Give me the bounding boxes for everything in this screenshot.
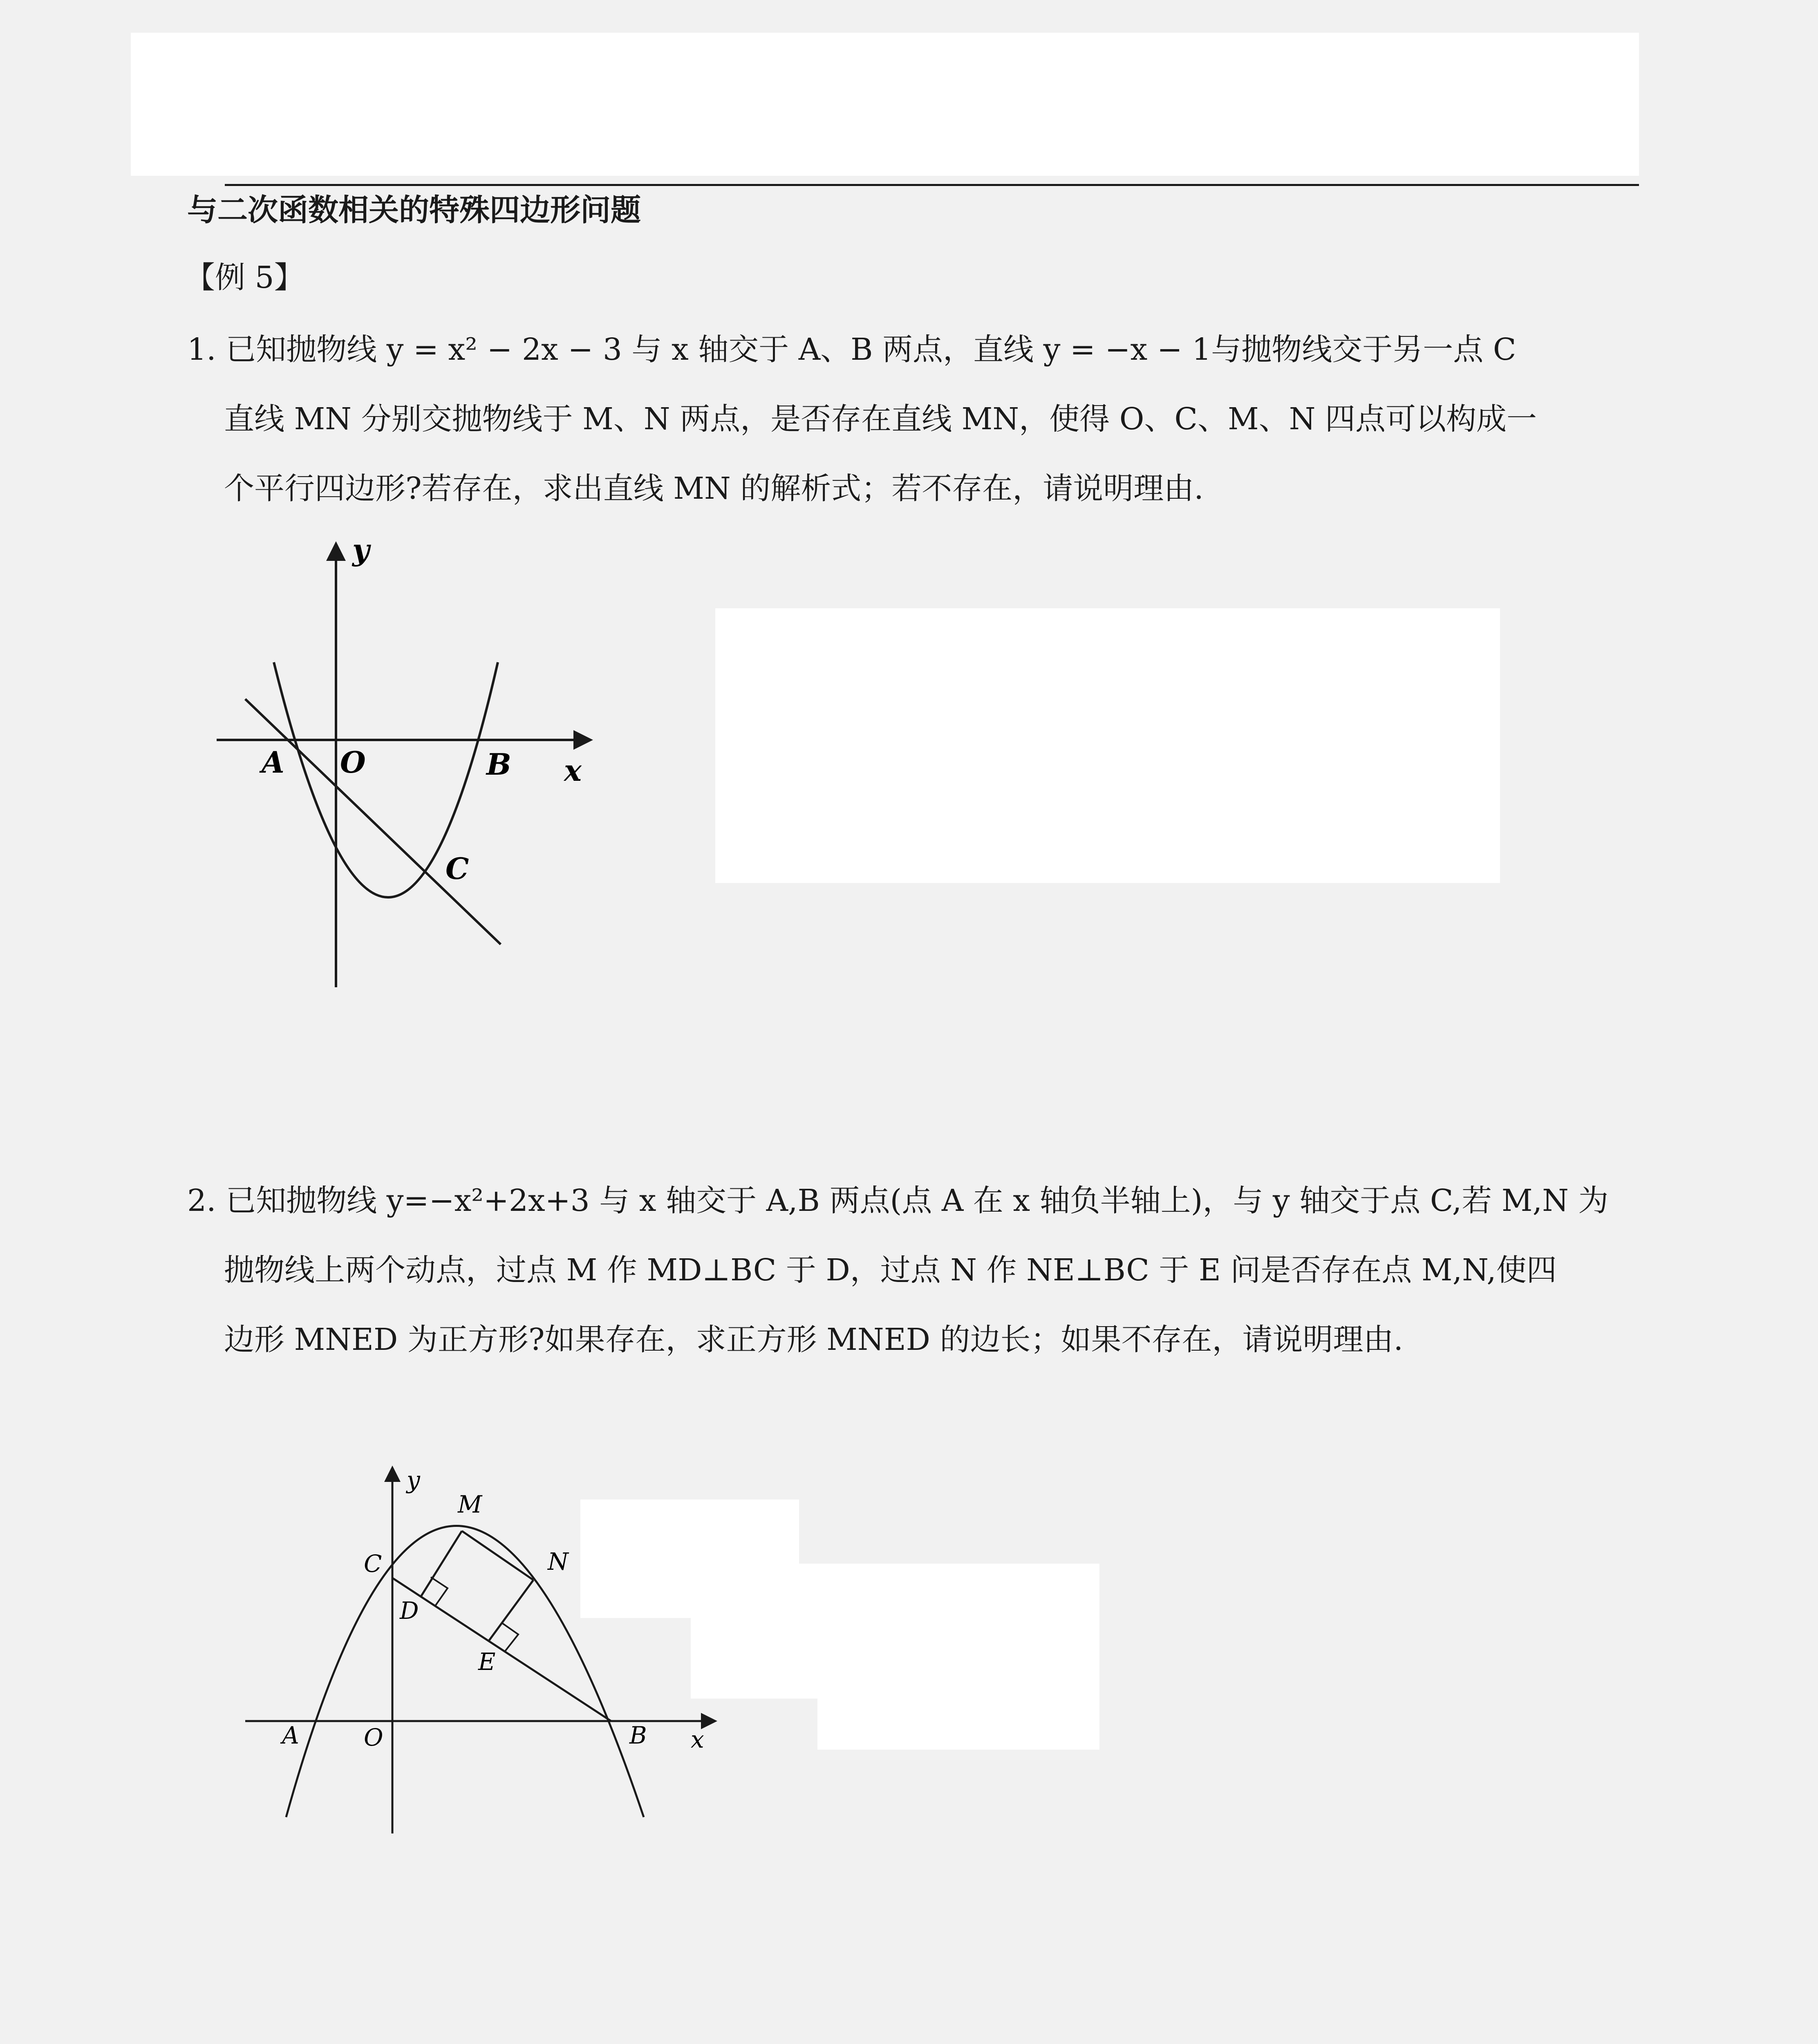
label-a: A <box>282 1721 299 1749</box>
parabola-curve <box>286 1526 644 1818</box>
label-b: B <box>486 747 511 782</box>
figure2-blank-area-3 <box>817 1697 1099 1750</box>
line-ac <box>245 699 501 944</box>
label-e: E <box>478 1648 496 1676</box>
label-x: x <box>564 753 582 788</box>
segment-mn <box>462 1531 533 1580</box>
section-title: 与二次函数相关的特殊四边形问题 <box>187 193 641 228</box>
label-c: C <box>364 1550 382 1578</box>
label-o: O <box>340 745 366 780</box>
problem-2-line-3: 边形 MNED 为正方形?如果存在，求正方形 MNED 的边长；如果不存在，请说明理由. <box>224 1322 1404 1357</box>
label-d: D <box>400 1597 419 1625</box>
figure-1-parabola-graph <box>204 527 613 997</box>
problem-1 <box>187 315 1537 523</box>
label-n: N <box>548 1548 569 1576</box>
label-y: y <box>407 1466 420 1494</box>
figure-2-parabola-graph <box>237 1459 736 1848</box>
segment-ne <box>488 1580 533 1641</box>
label-m: M <box>458 1490 482 1518</box>
problem-2 <box>187 1166 1608 1374</box>
segment-md <box>421 1531 462 1596</box>
label-a: A <box>262 745 284 780</box>
label-x: x <box>691 1726 704 1753</box>
label-c: C <box>446 851 469 886</box>
problem-2-line-2: 抛物线上两个动点，过点 M 作 MD⊥BC 于 D，过点 N 作 NE⊥BC 于 E 问是否存在点 M,N,使四 <box>224 1253 1557 1288</box>
problem-1-line-1: 1. 已知抛物线 y = x² − 2x − 3 与 x 轴交于 A、B 两点，直线 y = −x − 1与抛物线交于另一点 C <box>187 332 1516 367</box>
problem-1-line-3: 个平行四边形?若存在，求出直线 MN 的解析式；若不存在，请说明理由. <box>224 471 1204 506</box>
right-angle-mark-e <box>502 1623 518 1652</box>
problem-1-line-2: 直线 MN 分别交抛物线于 M、N 两点，是否存在直线 MN，使得 O、C、M、N 四点可以构成一 <box>224 401 1537 437</box>
label-y: y <box>352 532 369 567</box>
example-label: 【例 5】 <box>185 260 304 295</box>
figure2-blank-area-2 <box>691 1564 1099 1699</box>
top-blank-area <box>131 33 1639 176</box>
figure1-blank-area <box>715 608 1500 883</box>
line-cb <box>392 1578 611 1721</box>
problem-2-line-1: 2. 已知抛物线 y=−x²+2x+3 与 x 轴交于 A,B 两点(点 A 在 x 轴负半轴上)，与 y 轴交于点 C,若 M,N 为 <box>187 1183 1609 1218</box>
right-angle-mark-d <box>431 1577 448 1606</box>
label-b: B <box>629 1721 647 1749</box>
label-o: O <box>364 1724 383 1751</box>
